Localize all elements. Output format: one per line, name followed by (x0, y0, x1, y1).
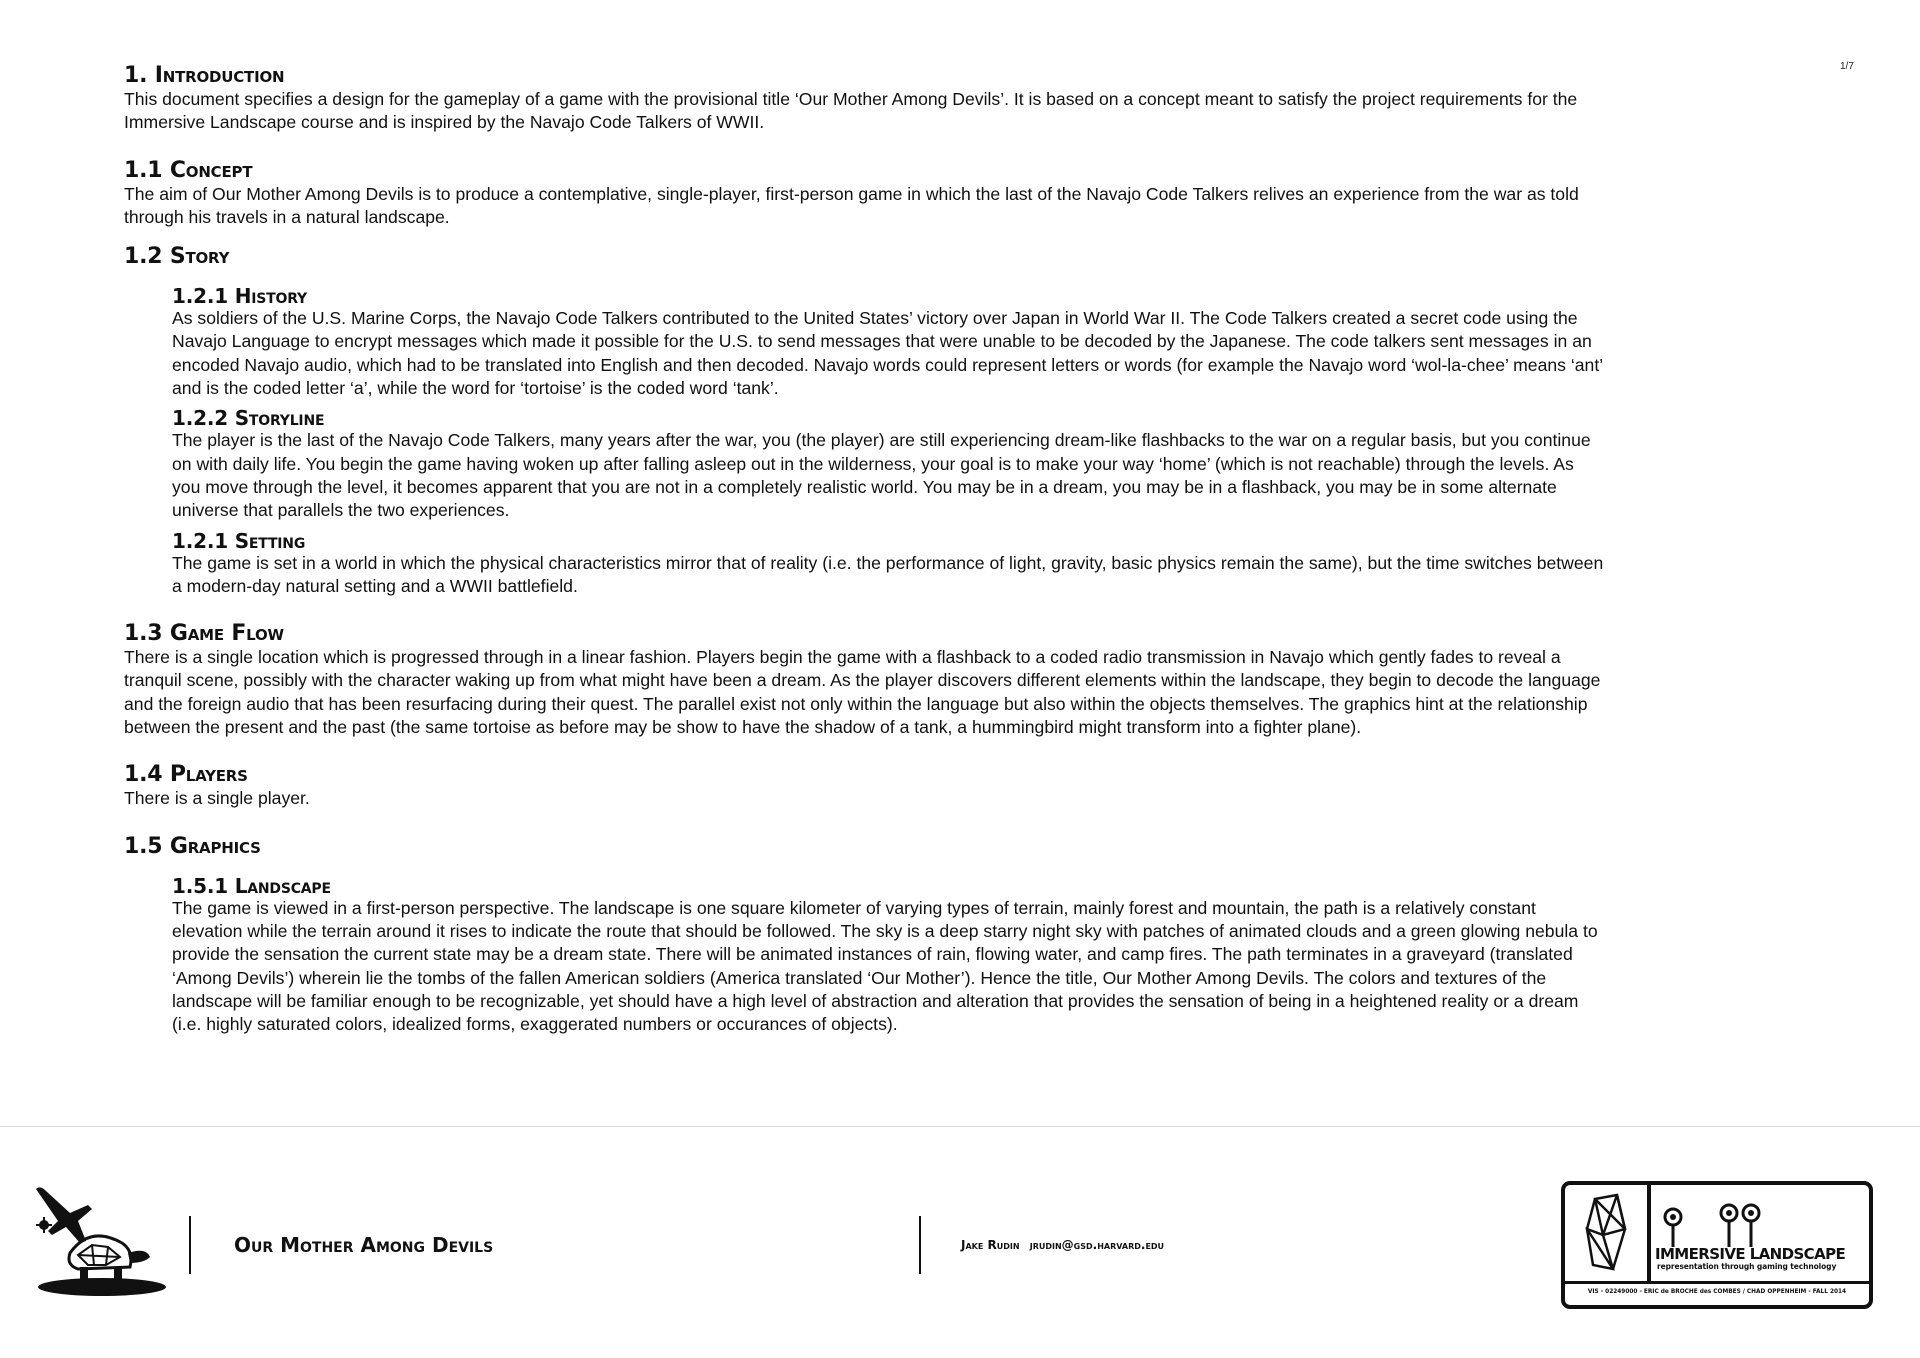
gameflow-body: There is a single location which is progressed through in a linear fashion. Players begin the game with a flashback to a coded radio transmission in Navajo which gently fades to reveal a tranquil scene, possibly with the character waking up from what might have been a dream. As the player discovers different elements within the landscape, they begin to decode the language and the foreign audio that has been resurfacing during their quest. The parallel exist not only within the language but also within the objects themselves. The graphics hint at the relationship between the present and the past (the same tortoise as before may be show to have the shadow of a tank, a hummingbird might transform into a fighter plane). (124, 647, 1601, 738)
concept-heading: 1.1 Concept (124, 157, 253, 183)
footer-rule-center (919, 1216, 921, 1274)
footer-divider (0, 1126, 1920, 1127)
wireframe-cube-icon (1565, 1185, 1643, 1277)
setting-body: The game is set in a world in which the physical characteristics mirror that of reality (i.e. the performance of light, gravity, basic physics remain the same), but the time switches between a modern-day natural setting and a WWII battlefield. (172, 552, 1604, 596)
players-body: There is a single player. (124, 788, 310, 809)
logo-title: IMMERSIVE LANDSCAPE (1655, 1245, 1846, 1263)
setting-heading: 1.2.1 Setting (172, 528, 306, 553)
logo-mark-panel (1565, 1185, 1651, 1281)
footer-title: Our Mother Among Devils (234, 1233, 494, 1257)
graphics-heading: 1.5 Graphics (124, 833, 261, 859)
story-subsections (172, 285, 1604, 598)
landscape-body: The game is viewed in a first-person perspective. The landscape is one square kilometer of varying types of terrain, mainly forest and mountain, the path is a relatively constant elevation while the terrain around it rises to indicate the route that should be followed. The sky is a deep starry night sky with patches of animated clouds and a green glowing nebula to provide the sensation the current state may be a dream state. There will be animated instances of rain, flowing water, and camp fires. The path terminates in a graveyard (translated ‘Among Devils’) wherein lie the tombs of the fallen American soldiers (America translated ‘Our Mother’). Hence the title, Our Mother Among Devils. The colors and textures of the landscape will be familiar enough to be recognizable, yet should have a high level of abstraction and alteration that provides the sensation of being in a heightened reality or a dream (i.e. highly saturated colors, idealized forms, exaggerated numbers or occurances of objects). (172, 897, 1598, 1035)
immersive-landscape-logo (1561, 1181, 1873, 1309)
author-name: Jake Rudin (961, 1238, 1020, 1252)
storyline-body: The player is the last of the Navajo Code Talkers, many years after the war, you (the player) are still experiencing dream-like flashbacks to the war on a regular basis, but you continue on with daily life. You begin the game having woken up after falling asleep out in the wilderness, your goal is to make your way ‘home’ (which is not reachable) through the levels. As you move through the level, it becomes apparent that you are not in a completely realistic world. You may be in a dream, you may be in a flashback, you may be in some alternate universe that parallels the two experiences. (172, 430, 1591, 521)
history-body: As soldiers of the U.S. Marine Corps, the Navajo Code Talkers contributed to the United States’ victory over Japan in World War II. The Code Talkers created a secret code using the Navajo Language to encrypt messages which made it possible for the U.S. to send messages that were unable to be decoded by the Japanese. The code talkers sent messages in an encoded Navajo audio, which had to be translated into English and then decoded. Navajo words could represent letters or words (for example the Navajo word ‘wol-la-chee’ means ‘ant’ and is the coded letter ‘a’, while the word for ‘tortoise’ is the coded word ‘tank’. (172, 308, 1603, 399)
author-email[interactable]: jrudin@gsd.harvard.edu (1029, 1238, 1165, 1252)
history-heading: 1.2.1 History (172, 284, 307, 309)
document-body (124, 64, 1604, 1036)
logo-credits: VIS - 02249000 - ERIC de BROCHE des COMBES / CHAD OPPENHEIM - FALL 2014 (1587, 1289, 1847, 1295)
intro-body: This document specifies a design for the gameplay of a game with the provisional title ‘Our Mother Among Devils’. It is based on a concept meant to satisfy the project requirements for the Immersive Landscape course and is inspired by the Navajo Code Talkers of WWII. (124, 89, 1578, 133)
map-pin-icon (1663, 1203, 1783, 1247)
graphics-subsections (172, 875, 1604, 1037)
footer-author (961, 1238, 1164, 1252)
gameflow-heading: 1.3 Game Flow (124, 621, 284, 647)
storyline-heading: 1.2.2 Storyline (172, 406, 325, 431)
concept-body: The aim of Our Mother Among Devils is to produce a contemplative, single-player, first-person game in which the last of the Navajo Code Talkers relives an experience from the war as told through his travels in a natural landscape. (124, 183, 1579, 227)
logo-divider (1565, 1281, 1869, 1284)
landscape-heading: 1.5.1 Landscape (172, 873, 331, 898)
players-heading: 1.4 Players (124, 762, 248, 788)
tortoise-and-plane-icon (30, 1183, 170, 1308)
page-number: 1/7 (1840, 61, 1854, 72)
logo-tagline: representation through gaming technology (1657, 1262, 1837, 1271)
intro-heading: 1. Introduction (124, 63, 285, 88)
story-heading: 1.2 Story (124, 244, 230, 270)
footer-rule-left (189, 1216, 191, 1274)
